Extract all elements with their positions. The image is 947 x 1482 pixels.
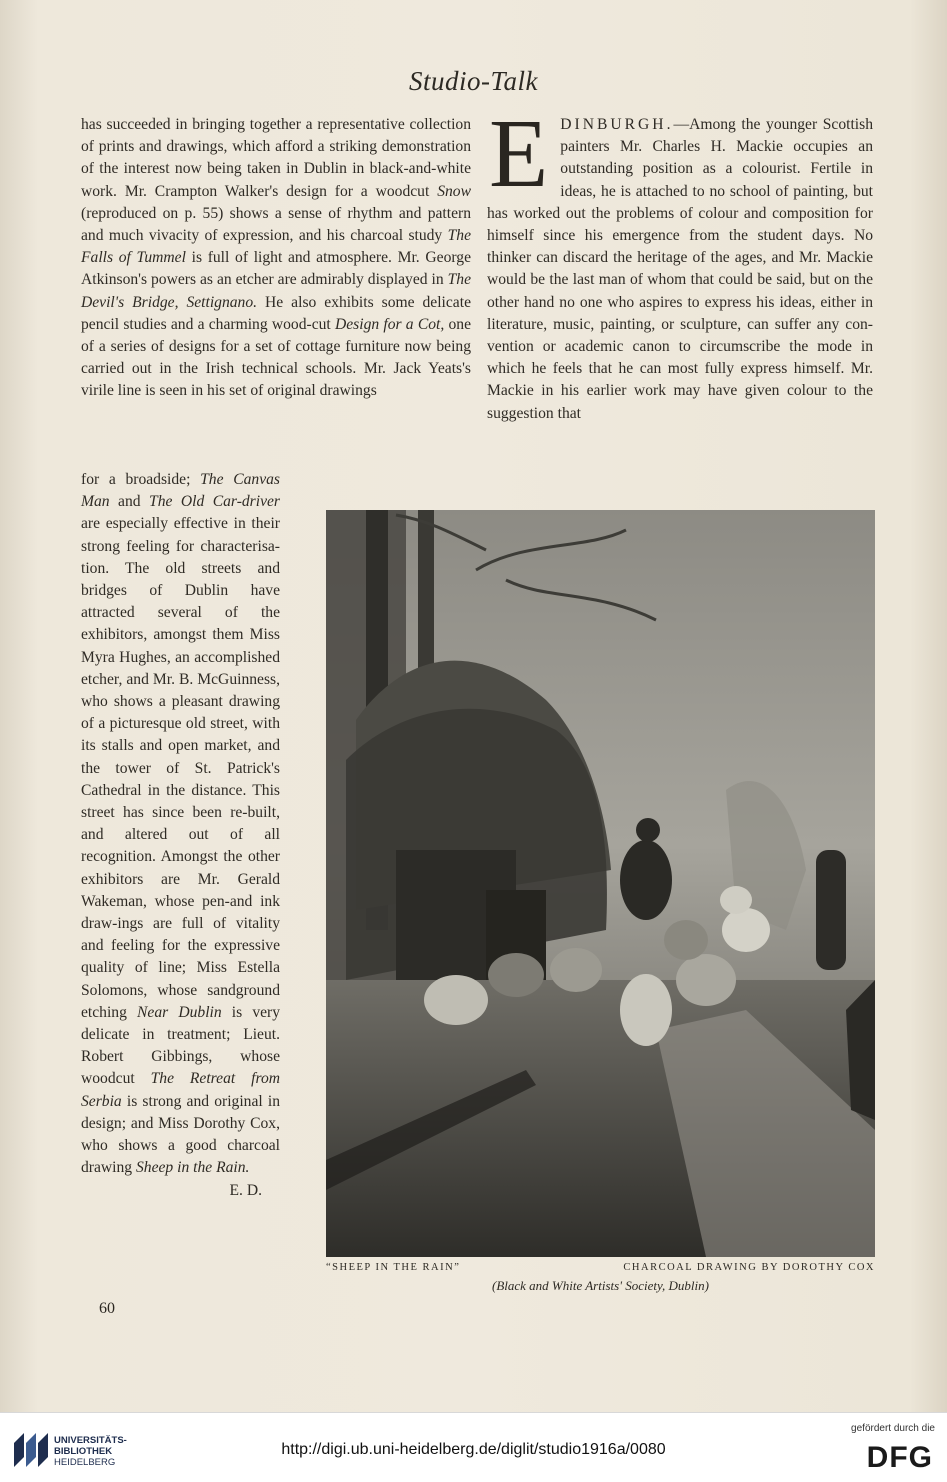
drop-cap: E — [489, 100, 549, 207]
sheep-in-the-rain-illustration — [326, 510, 875, 1257]
caption-credit: CHARCOAL DRAWING BY DOROTHY COX — [623, 1262, 875, 1273]
digitization-footer — [0, 1412, 947, 1482]
permalink-url[interactable]: http://digi.ub.uni-heidelberg.de/diglit/studio1916a/0080 — [281, 1441, 666, 1458]
page-number: 60 — [99, 1300, 115, 1317]
left-column-top-text: has succeeded in bringing together a representative collection of prints and drawings, which afford a striking demonstration of the interest now being taken in Dublin in black-and-white work. Mr. Crampton Walker's design for a woodcut Snow (reproduced on p. 55) shows a sense of rhythm and pattern and much vivacity of expression, and his charcoal study The Falls of Tummel is full of light and atmosphere. Mr. George Atkinson's powers as an etcher are admirably displayed in The Devil's Bridge, Settignano. He also exhibits some delicate pencil studies and a charming wood-cut Design for a Cot, one of a series of designs for a set of cottage furniture now being carried out in the Irish technical schools. Mr. Jack Yeats's virile line is seen in his set of original drawings — [81, 116, 472, 400]
left-column-narrow-text: for a broadside; The Canvas Man and The Old Car-driver are especially effective in their strong feeling for characterisa-tion. The old streets and bridges of Dublin have attracted several of the exhibitors, amongst them Miss Myra Hughes, an accomplished etcher, and Mr. B. McGuinness, who shows a pleasant drawing of a picturesque old street, with its stalls and open market, and the tower of St. Patrick's Cathedral in the distance. This street has since been re-built, and altered out of all recognition. Amongst the other exhibitors are Mr. Gerald Wakeman, whose pen-and ink draw-ings are full of vitality and feeling for the expressive quality of line; Miss Estella Solomons, whose sandground etching Near Dublin is very delicate in treatment; Lieut. Robert Gibbings, whose woodcut The Retreat from Serbia is strong and original in design; and Miss Dorothy Cox, who shows a good charcoal drawing Sheep in the Rain. E. D. — [81, 469, 280, 1202]
caption-source: (Black and White Artists' Society, Dublin) — [491, 1278, 709, 1293]
dfg-logo: DFG — [866, 1441, 933, 1474]
author-initials: E. D. — [229, 1181, 262, 1199]
funding-label: gefördert durch die — [851, 1423, 935, 1434]
caption-title: “SHEEP IN THE RAIN” — [326, 1262, 461, 1273]
right-column-text: EDINBURGH.—Among the younger Scottish painters Mr. Charles H. Mackie occupies an outstanding position as a colourist. Fertile in ideas, he is attached to no school of painting, but has worked out the problems of colour and composition for himself since his emergence from the student days. No thinker can discard the heritage of the ages, and Mr. Mackie would be the last man of whom that could be said, but on the other hand no one who aspires to express his ideas, either in literature, music, painting, or sculpture, can suffer any con-vention or academic canon to circumscribe the mode in which he feels that he can most fully express himself. Mr. Mackie in his earlier work may have given colour to the suggestion that — [487, 100, 873, 422]
library-name: UNIVERSITÄTS- BIBLIOTHEK HEIDELBERG — [54, 1435, 127, 1468]
running-head: Studio-Talk — [408, 66, 539, 96]
